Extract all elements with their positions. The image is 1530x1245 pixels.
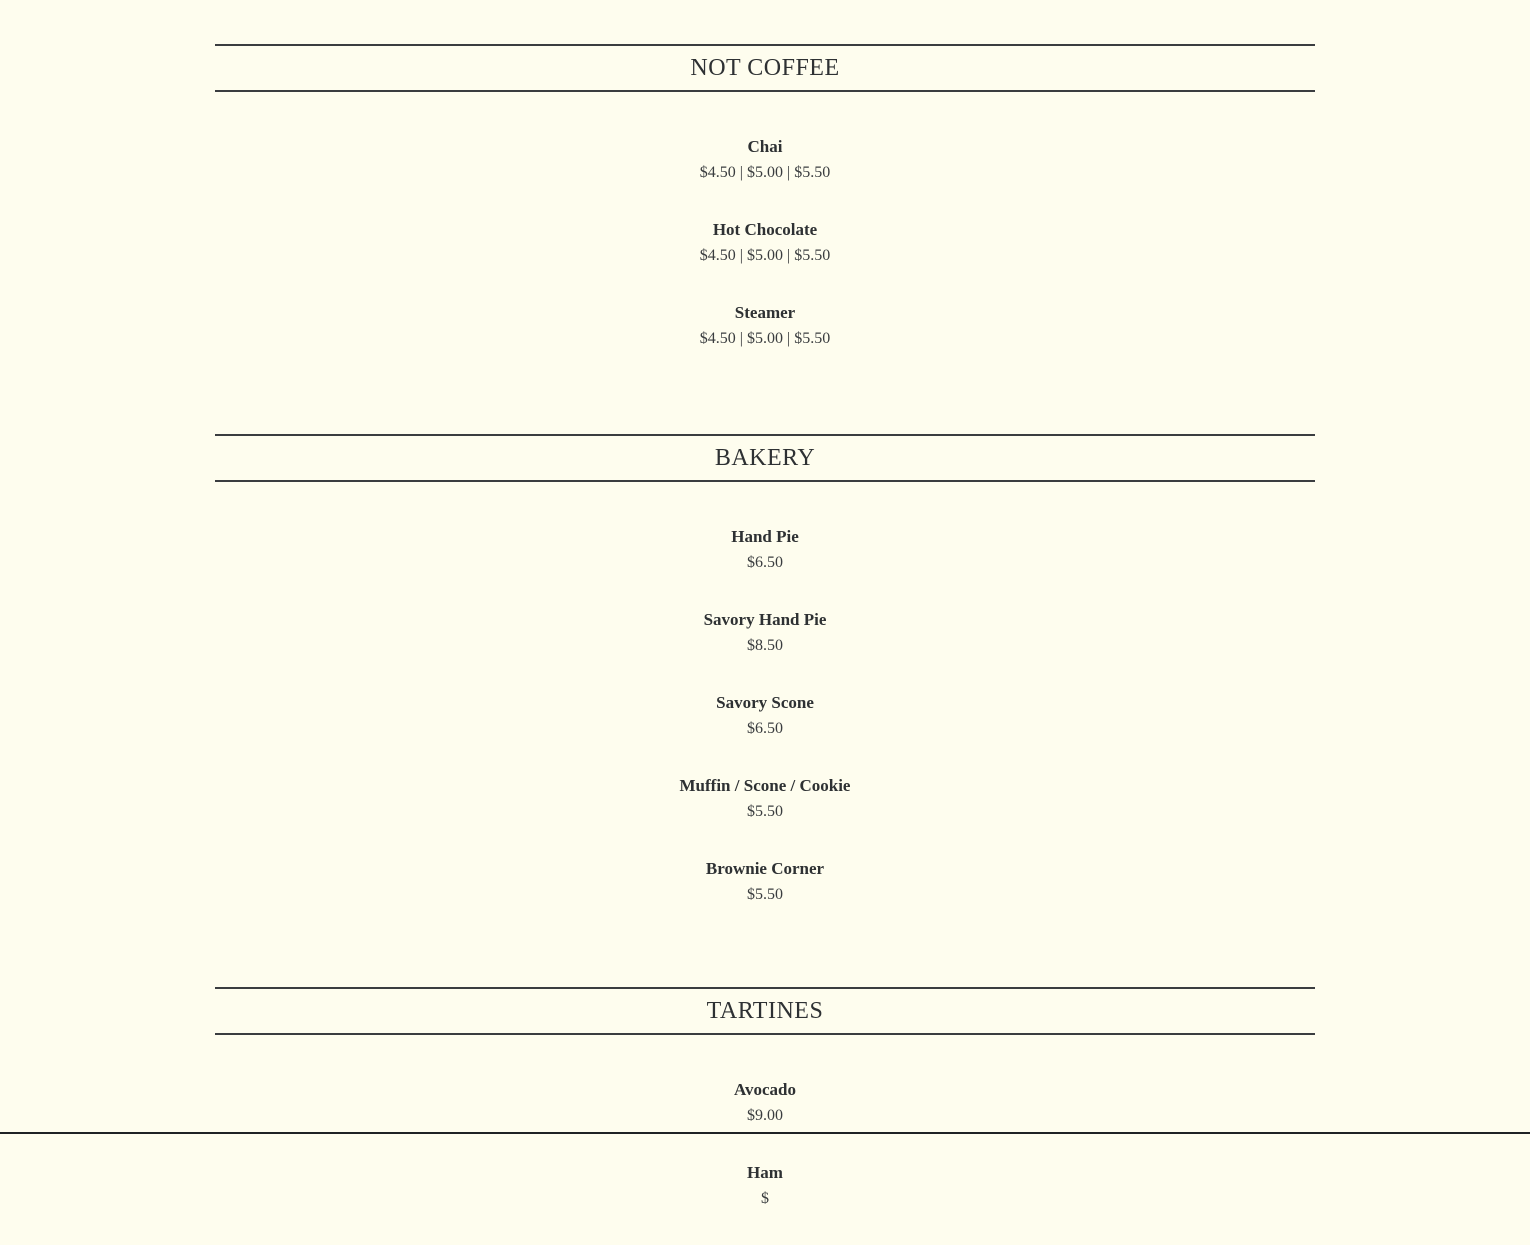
item-name: Chai — [747, 137, 783, 156]
menu-item — [215, 302, 1315, 385]
item-name: Hot Chocolate — [712, 220, 818, 239]
item-price: $5.50 — [747, 886, 783, 903]
menu-item — [215, 1079, 1315, 1162]
item-price: $ — [761, 1190, 769, 1207]
menu-section-bakery — [215, 434, 1315, 987]
item-name: Steamer — [734, 303, 796, 322]
item-name: Brownie Corner — [705, 859, 825, 878]
section-items — [215, 482, 1315, 987]
menu-item — [215, 692, 1315, 775]
menu-item — [215, 136, 1315, 219]
section-items — [215, 1035, 1315, 1245]
item-name: Hand Pie — [731, 527, 799, 546]
section-title: TARTINES — [706, 998, 824, 1024]
menu-item — [215, 1162, 1315, 1245]
item-name: Savory Scone — [716, 693, 814, 712]
menu-item — [215, 775, 1315, 858]
item-price: $6.50 — [747, 554, 783, 571]
menu-item — [215, 219, 1315, 302]
section-items — [215, 92, 1315, 434]
item-name: Muffin / Scone / Cookie — [679, 776, 851, 795]
item-name: Savory Hand Pie — [703, 610, 827, 629]
section-header — [215, 44, 1315, 92]
menu-section-tartines — [215, 987, 1315, 1245]
item-name: Avocado — [733, 1080, 796, 1099]
item-price: $4.50 | $5.00 | $5.50 — [699, 164, 831, 181]
item-price: $6.50 — [747, 720, 783, 737]
section-title: NOT COFFEE — [690, 55, 840, 81]
menu — [215, 44, 1315, 1245]
item-price: $8.50 — [747, 637, 783, 654]
menu-item — [215, 526, 1315, 609]
menu-item — [215, 858, 1315, 941]
item-price: $4.50 | $5.00 | $5.50 — [699, 330, 831, 347]
item-price: $9.00 — [747, 1107, 783, 1124]
section-header — [215, 987, 1315, 1035]
section-title: BAKERY — [714, 445, 816, 471]
item-price: $5.50 — [747, 803, 783, 820]
section-header — [215, 434, 1315, 482]
item-price: $4.50 | $5.00 | $5.50 — [699, 247, 831, 264]
item-name: Ham — [747, 1163, 783, 1182]
menu-section-not-coffee — [215, 44, 1315, 434]
menu-item — [215, 609, 1315, 692]
